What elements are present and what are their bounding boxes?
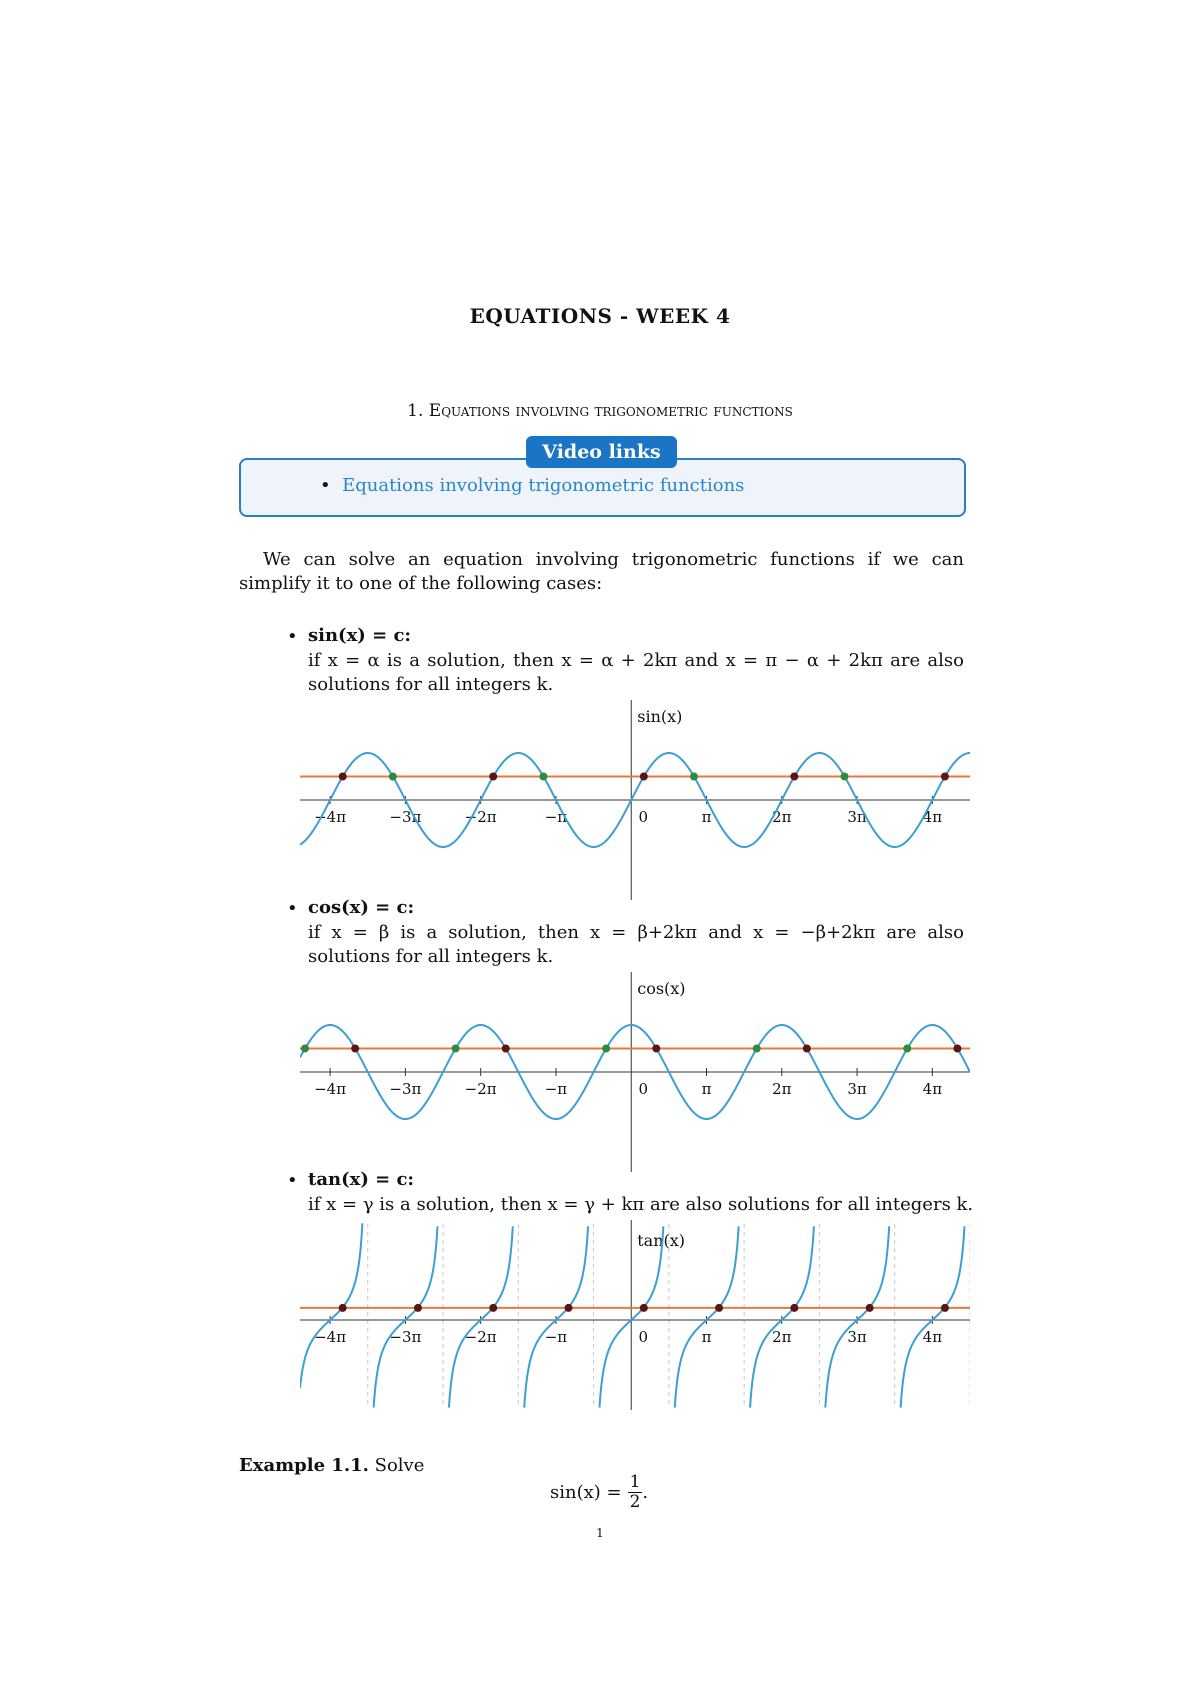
solution-point (489, 773, 497, 781)
x-tick-label: −π (544, 808, 568, 826)
solution-point (414, 1304, 422, 1312)
x-tick-label: 0 (638, 1328, 649, 1346)
x-tick-label: π (701, 808, 712, 826)
solution-point (339, 1304, 347, 1312)
x-tick-label: −3π (389, 1328, 422, 1346)
solution-point (715, 1304, 723, 1312)
x-tick-label: 0 (638, 1080, 649, 1098)
solution-point (652, 1045, 660, 1053)
solution-point (790, 773, 798, 781)
chart-title: tan(x) (637, 1231, 686, 1250)
fraction-denominator: 2 (629, 1492, 641, 1512)
bullet-icon: • (320, 475, 337, 496)
x-tick-label: −3π (389, 1080, 422, 1098)
page-title: EQUATIONS - WEEK 4 (469, 304, 731, 328)
x-tick-label: 0 (638, 808, 649, 826)
solution-point (489, 1304, 497, 1312)
solution-point-alt (841, 773, 849, 781)
chart-title: sin(x) (637, 707, 683, 726)
x-tick-label: 3π (847, 1080, 867, 1098)
solution-point (565, 1304, 573, 1312)
case-cos-text: if x = β is a solution, then x = β+2kπ and x = −β+2kπ are also solutions for all integers k. (308, 922, 964, 967)
case-sin-text: if x = α is a solution, then x = α + 2kπ and x = π − α + 2kπ are also solutions for all integers k. (308, 650, 964, 695)
solution-point (502, 1045, 510, 1053)
solution-point (941, 1304, 949, 1312)
x-tick-label: 3π (847, 1328, 867, 1346)
solution-point (866, 1304, 874, 1312)
equation-end: . (642, 1482, 649, 1503)
intro-paragraph: We can solve an equation involving trigonometric functions if we can simplify it to one of the following cases: (239, 549, 964, 594)
x-tick-label: −4π (314, 1080, 347, 1098)
x-tick-label: −π (544, 1080, 568, 1098)
solution-point (790, 1304, 798, 1312)
fraction (628, 1473, 643, 1512)
example (239, 1455, 424, 1476)
bullet-icon: • (287, 898, 298, 919)
x-tick-label: −2π (464, 808, 497, 826)
x-tick-label: 4π (922, 1328, 943, 1346)
section-heading (0, 401, 1200, 421)
example-equation (550, 1473, 648, 1512)
solution-point (953, 1045, 961, 1053)
fraction-numerator: 1 (629, 1472, 641, 1492)
page-number: 1 (596, 1526, 604, 1540)
solution-point-alt (389, 773, 397, 781)
x-tick-label: −4π (314, 808, 347, 826)
chart-title: cos(x) (637, 979, 686, 998)
solution-point-alt (452, 1045, 460, 1053)
bullet-icon: • (287, 626, 298, 647)
solution-point (640, 773, 648, 781)
x-tick-label: 2π (772, 808, 792, 826)
solution-point-alt (903, 1045, 911, 1053)
x-tick-label: 4π (922, 808, 943, 826)
video-link[interactable] (320, 475, 744, 496)
x-tick-label: −2π (464, 1328, 497, 1346)
solution-point-alt (690, 773, 698, 781)
solution-point-alt (602, 1045, 610, 1053)
x-tick-label: 4π (922, 1080, 943, 1098)
case-tan-heading: tan(x) = c: (308, 1169, 415, 1190)
x-tick-label: π (701, 1080, 712, 1098)
x-tick-label: −2π (464, 1080, 497, 1098)
case-cos-heading: cos(x) = c: (308, 897, 415, 918)
x-tick-label: 2π (772, 1080, 792, 1098)
solution-point (339, 773, 347, 781)
equation-lhs: sin(x) = (550, 1482, 622, 1503)
cos-graph (300, 972, 970, 1172)
x-tick-label: π (701, 1328, 712, 1346)
case-sin-heading: sin(x) = c: (308, 625, 412, 646)
video-links-label: Video links (526, 436, 677, 468)
function-curve-branch (300, 1223, 362, 1387)
tan-graph (300, 1220, 970, 1410)
section-label: Equations involving trigonometric functions (428, 401, 793, 421)
case-tan-text: if x = γ is a solution, then x = γ + kπ are also solutions for all integers k. (308, 1194, 974, 1215)
solution-point-alt (539, 773, 547, 781)
solution-point (351, 1045, 359, 1053)
bullet-icon: • (287, 1170, 298, 1191)
section-number: 1. (407, 401, 424, 421)
x-tick-label: −3π (389, 808, 422, 826)
x-tick-label: −4π (314, 1328, 347, 1346)
x-tick-label: 3π (847, 808, 867, 826)
solution-point (941, 773, 949, 781)
solution-point (640, 1304, 648, 1312)
example-text: Solve (374, 1455, 425, 1476)
solution-point (803, 1045, 811, 1053)
example-label: Example 1.1. (239, 1455, 369, 1476)
solution-point-alt (753, 1045, 761, 1053)
x-tick-label: −π (544, 1328, 568, 1346)
x-tick-label: 2π (772, 1328, 792, 1346)
video-link-text[interactable]: Equations involving trigonometric functions (342, 475, 745, 496)
solution-point-alt (301, 1045, 309, 1053)
sin-graph (300, 700, 970, 900)
